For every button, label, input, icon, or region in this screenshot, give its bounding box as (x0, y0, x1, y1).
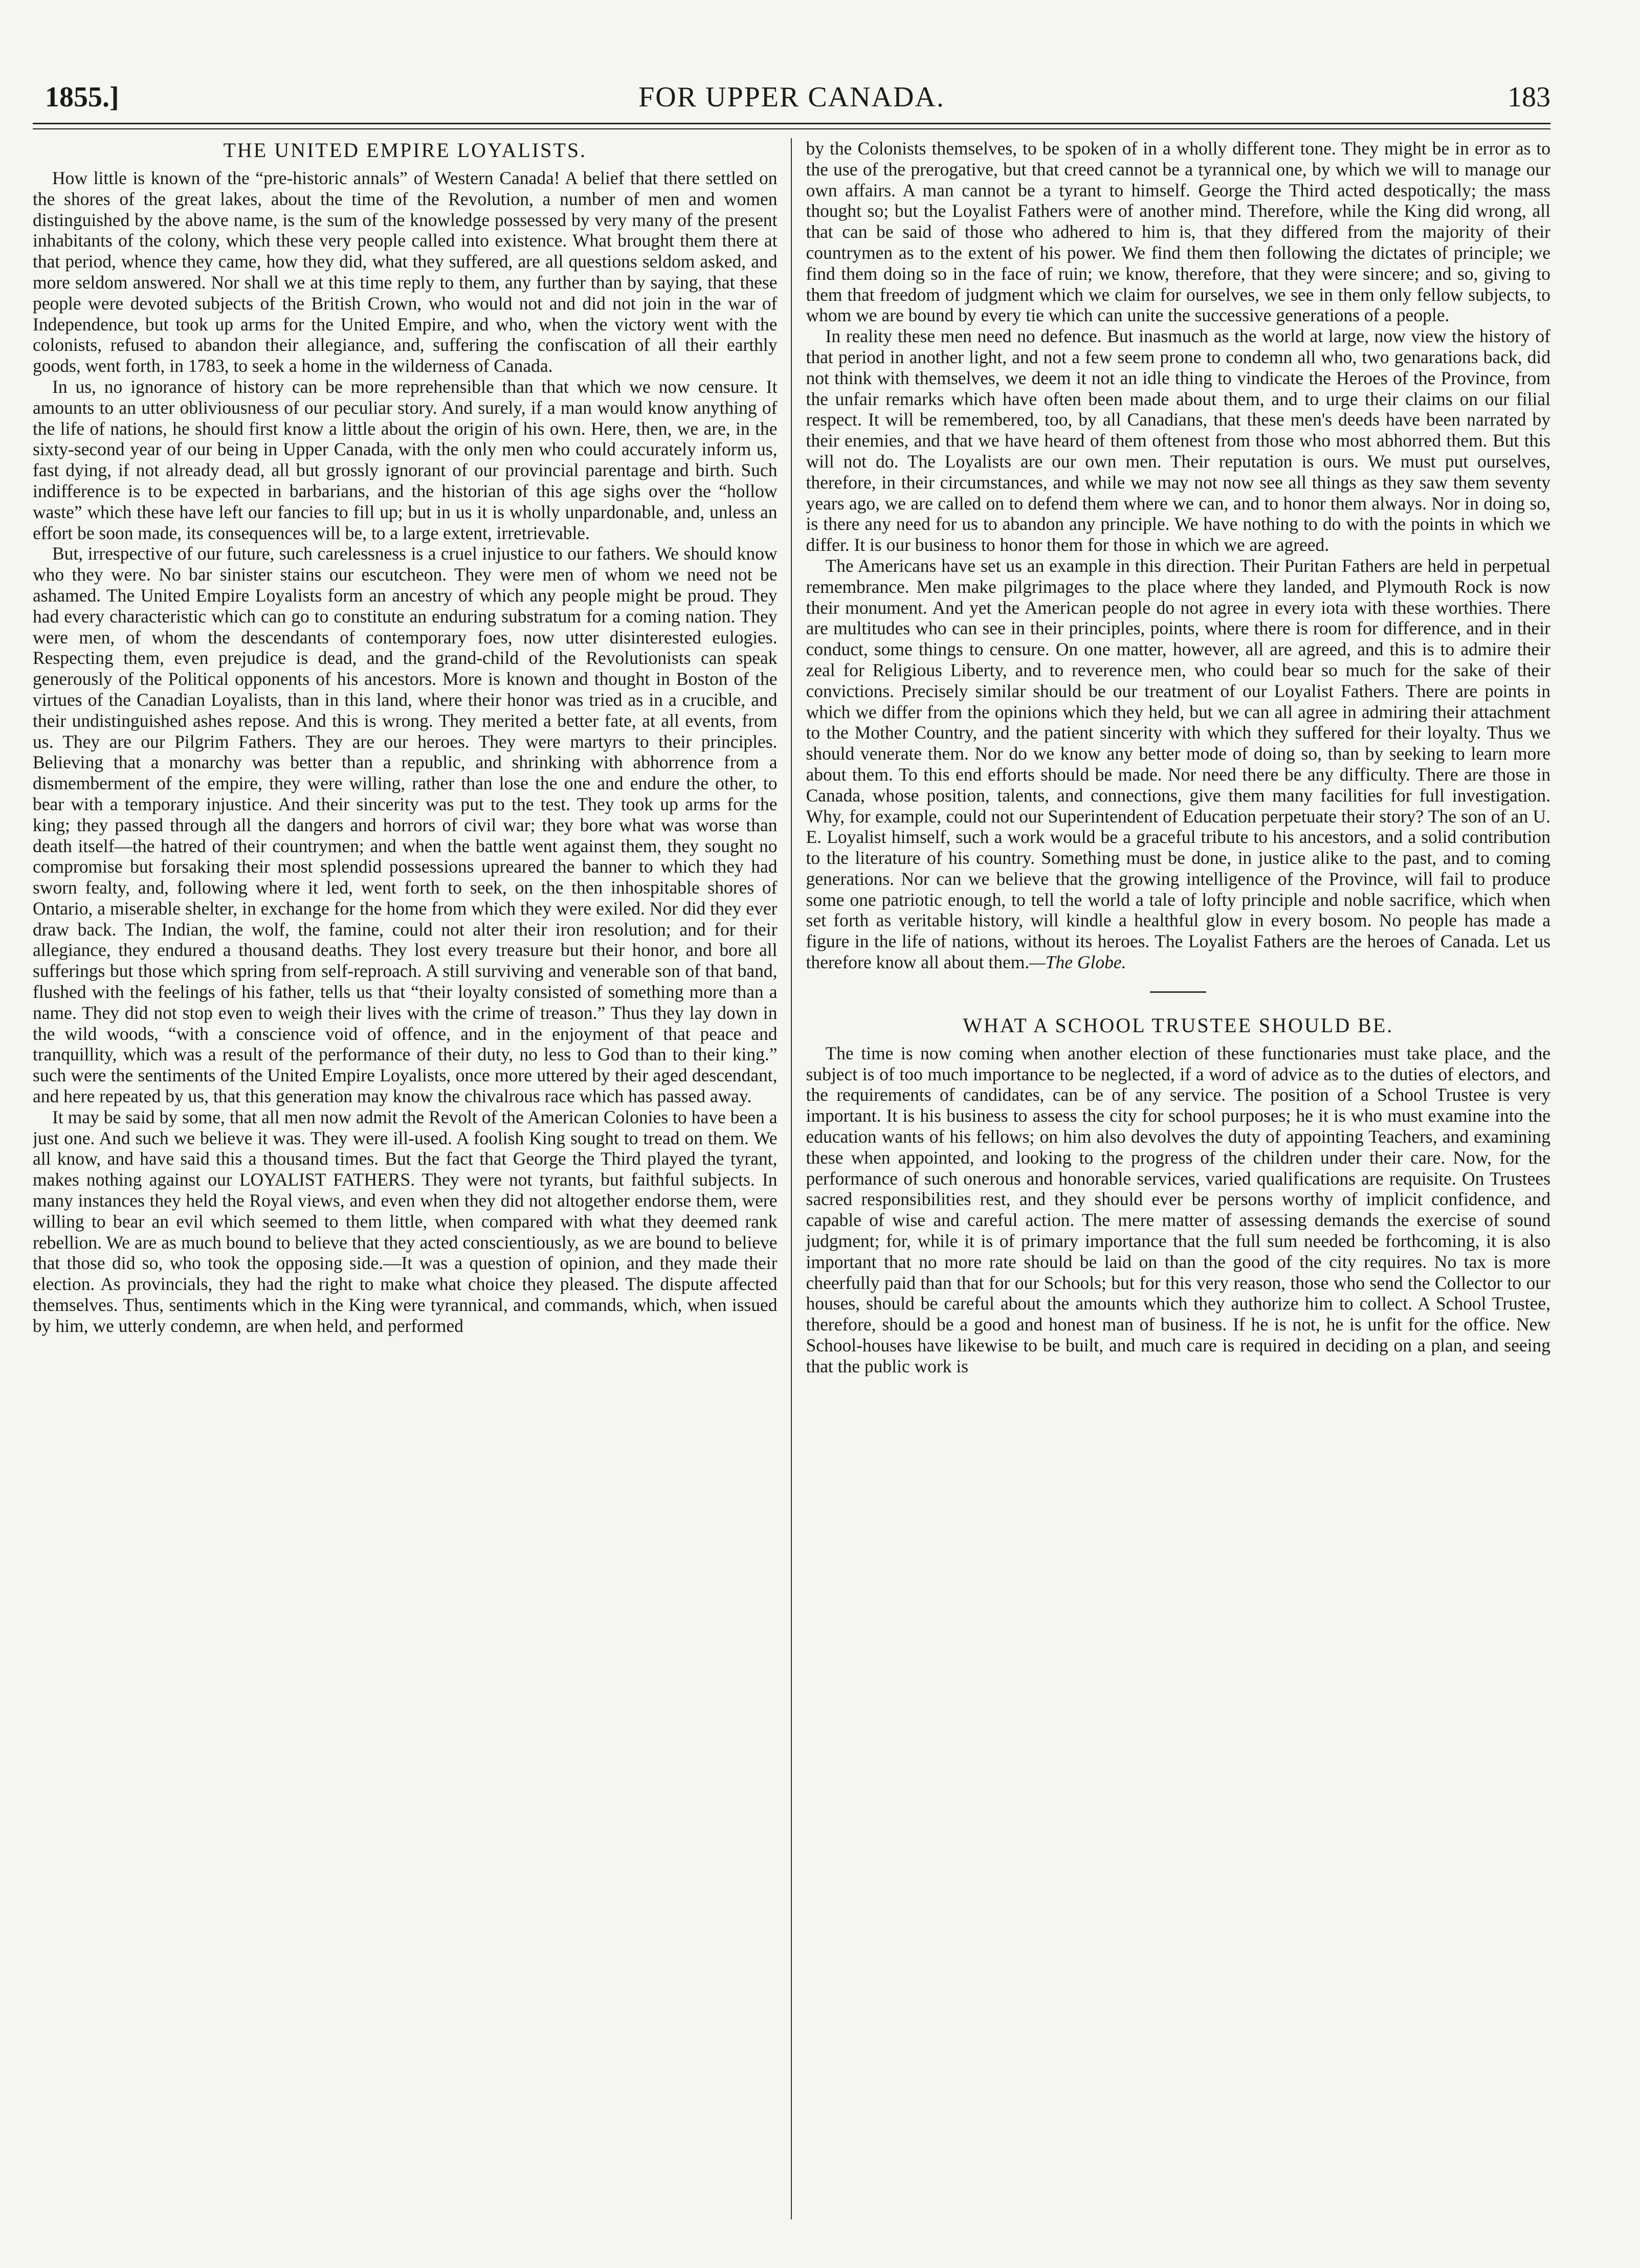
article-paragraph: In us, no ignorance of history can be more reprehensible than that which we now censure. It amounts to an utter obliviousness of our peculiar story. And surely, if a man would know anything of the life of nations, he should first know a little about the origin of his own. Here, then, we are, in the sixty-second year of our being in Upper Canada, with the only men who could accurately inform us, fast dying, if not already dead, all but grossly ignorant of our provincial parentage and birth. Such indifference is to be expected in barbarians, and the historian of this age sighs over the “hollow waste” which these have left our fancies to fill up; but in us it is wholly unpardonable, and, unless an effort be soon made, its consequences will be, to a large extent, irretrievable. (33, 376, 778, 543)
article-paragraph: But, irrespective of our future, such carelessness is a cruel injustice to our fathers. We should know who they were. No bar sinister stains our escutcheon. They were men of whom we need not be ashamed. The United Empire Loyalists form an ancestry of which any people might be proud. They had every characteristic which can go to constitute an enduring substratum for a coming nation. They were men, of whom the descendants of contemporary foes, now utter disinterested eulogies. Respecting them, even prejudice is dead, and the grand-child of the Revolutionists can speak generously of the Political opponents of his ancestors. More is known and thought in Boston of the virtues of the Canadian Loyalists, than in this land, where their honor was tried as in a crucible, and their undistinguished ashes repose. And this is wrong. They merited a better fate, at all events, from us. They are our Pilgrim Fathers. They are our heroes. They were martyrs to their principles. Believing that a monarchy was better than a republic, and shrinking with abhorrence from a dismemberment of the empire, they were willing, rather than lose the one and endure the other, to bear with a temporary injustice. And their sincerity was put to the test. They took up arms for the king; they passed through all the dangers and horrors of civil war; they bore what was worse than death itself—the hatred of their countrymen; and when the battle went against them, they sought no compromise but forsaking their most splendid possessions upreared the banner to which they had sworn fealty, and, following where it led, went forth to seek, on the then inhospitable shores of Ontario, a miserable shelter, in exchange for the home from which they were exiled. Nor did they ever draw back. The Indian, the wolf, the famine, could not alter their iron resolution; and for their allegiance, they endured a thousand deaths. They lost every treasure but their honor, and bore all sufferings but those which spring from self-reproach. A still surviving and venerable son of that band, flushed with the feelings of his father, tells us that “their loyalty consisted of something more than a name. They did not stop even to weigh their lives with the crime of treason.” Thus they lay down in the wild woods, “with a conscience void of offence, and in the enjoyment of that peace and tranquillity, which was a result of the performance of their duty, no less to God than to their king.” such were the sentiments of the United Empire Loyalists, once more uttered by their aged descendant, and here repeated by us, that this generation may know the chivalrous race which has passed away. (33, 543, 778, 1107)
article-paragraph-text: The Americans have set us an example in this direction. Their Puritan Fathers are held in perpetual remembrance. Men make pilgrimages to the place where they landed, and Plymouth Rock is now their monument. And yet the American people do not agree in every iota with these worthies. There are multitudes who can see in their principles, points, where there is room for difference, and in their conduct, some things to censure. On one matter, however, all are agreed, and this is to admire their zeal for Religious Liberty, and to reverence men, who could bear so much for the sake of their convictions. Precisely similar should be our treatment of our Loyalist Fathers. There are points in which we differ from the opinions which they held, but we can all agree in admiring their attachment to the Mother Country, and the patient sincerity with which they suffered for their loyalty. Thus we should venerate them. Nor do we know any better mode of doing so, than by seeking to learn more about them. To this end efforts should be made. Nor need there be any difficulty. There are those in Canada, whose position, talents, and connections, give them many facilities for full investigation. Why, for example, could not our Superintendent of Education perpetuate their story? The son of an U. E. Loyalist himself, such a work would be a graceful tribute to his ancestors, and a solid contribution to the literature of his country. Something must be done, in justice alike to the past, and to coming generations. Nor can we believe that the growing intelligence of the Province, will fail to produce some one patriotic enough, to tell the world a tale of lofty principle and noble sacrifice, which when set forth as veritable history, will kindle a healthful glow in every bosom. No people has made a figure in the life of nations, without its heroes. The Loyalist Fathers are the heroes of Canada. Let us therefore know all about them. (806, 555, 1550, 973)
article-paragraph: The time is now coming when another election of these functionaries must take place, and the subject is of too much importance to be neglected, if a word of advice as to the duties of electors, and the requirements of candidates, can be of any service. The position of a School Trustee is very important. It is his business to assess the city for school purposes; he it is who must examine into the education wants of his fellows; on him also devolves the duty of appointing Teachers, and examining these when appointed, and looking to the progress of the children under their care. Now, for the performance of such onerous and honorable services, varied qualifications are requisite. On Trustees sacred responsibilities rest, and they should ever be persons worthy of implicit confidence, and capable of wise and careful action. The mere matter of assessing demands the exercise of sound judgment; for, while it is of primary importance that the full sum needed be forthcoming, it is also important that no more rate should be laid on than the good of the city requires. No tax is more cheerfully paid than that for our Schools; but for this very reason, those who send the Collector to our houses, should be careful about the amounts which they authorize him to collect. A School Trustee, therefore, should be a good and honest man of business. If he is not, he is unfit for the office. New School-houses have likewise to be built, and much care is required in deciding on a plan, and seeing that the public work is (806, 1042, 1550, 1376)
page-number: 183 (1508, 81, 1550, 113)
right-column (792, 138, 1551, 2219)
article-divider (1150, 991, 1206, 993)
running-head-date: 1855.] (45, 81, 119, 113)
running-head (33, 77, 1550, 118)
article-paragraph: It may be said by some, that all men now admit the Revolt of the American Colonies to have been a just one. And such we believe it was. They were ill-used. A foolish King sought to tread on them. We all know, and have said this a thousand times. But the fact that George the Third played the tyrant, makes nothing against our LOYALIST FATHERS. They were not tyrants, but faithful subjects. In many instances they held the Royal views, and even when they did not altogether endorse them, were willing to bear an evil which seemed to them little, when compared with what they deemed rank rebellion. We are as much bound to believe that they acted conscientiously, as we are bound to believe that those did so, who took the opposing side.—It was a question of opinion, and they made their election. As provincials, they had the right to make what choice they pleased. The dispute affected themselves. Thus, sentiments which in the King were tyrannical, and commands, which, when issued by him, we utterly condemn, are when held, and performed (33, 1106, 778, 1336)
two-column-body (33, 138, 1550, 2219)
article-title-school-trustee: WHAT A SCHOOL TRUSTEE SHOULD BE. (963, 1013, 1394, 1037)
left-column (33, 138, 792, 2219)
article-signoff: —The Globe. (1029, 952, 1126, 973)
header-double-rule (33, 123, 1550, 129)
article-paragraph (806, 555, 1551, 973)
article-paragraph-continued: by the Colonists themselves, to be spoken of in a wholly different tone. They might be in error as to the use of the prerogative, but that creed cannot be a tyrannical one, by which we will to manage our own affairs. A man cannot be a tyrant to himself. George the Third acted despotically; the mass thought so; but the Loyalist Fathers were of another mind. Therefore, while the King did wrong, all that can be said of those who adhered to him is, that they differed from the majority of their countrymen as to the extent of his power. We find them then following the dictates of principle; we find them doing so in the face of ruin; we know, therefore, that they were sincere; and so, giving to them that freedom of judgment which we claim for ourselves, we see in them only fellow subjects, to whom we are bound by every tie which can unite the successive generations of a people. (806, 138, 1550, 326)
article-title-loyalists: THE UNITED EMPIRE LOYALISTS. (223, 139, 587, 162)
running-head-title: FOR UPPER CANADA. (638, 81, 945, 113)
article-paragraph: How little is known of the “pre-historic annals” of Western Canada! A belief that there settled on the shores of the great lakes, about the time of the Revolution, a number of men and women distinguished by the above name, is the sum of the knowledge possessed by very many of the present inhabitants of the colony, which these very people called into existence. What brought them there at that period, whence they came, how they did, what they suffered, are all questions seldom asked, and more seldom answered. Nor shall we at this time reply to them, any further than by saying, that these people were devoted subjects of the British Crown, who would not and did not join in the war of Independence, but took up arms for the United Empire, and who, when the victory went with the colonists, refused to abandon their allegiance, and, suffering the confiscation of all their earthly goods, went forth, in 1783, to seek a home in the wilderness of Canada. (33, 168, 778, 376)
article-paragraph: In reality these men need no defence. But inasmuch as the world at large, now view the history of that period in another light, and not a few seem prone to condemn all who, two genarations back, did not think with themselves, we deem it not an idle thing to vindicate the Heroes of the Province, from the unfair remarks which have often been made about them, and to urge their claims on our filial respect. It will be remembered, too, by all Canadians, that these men's deeds have been narrated by their enemies, and that we have heard of them oftenest from those who most abhorred them. But this will not do. The Loyalists are our own men. Their reputation is ours. We must put ourselves, therefore, in their circumstances, and while we may not now see all things as they saw them seventy years ago, we are called on to defend them where we can, and to honor them always. Nor in doing so, is there any need for us to abandon any principle. We have nothing to do with the points in which we differ. It is our business to honor them for those in which we are agreed. (806, 326, 1550, 555)
